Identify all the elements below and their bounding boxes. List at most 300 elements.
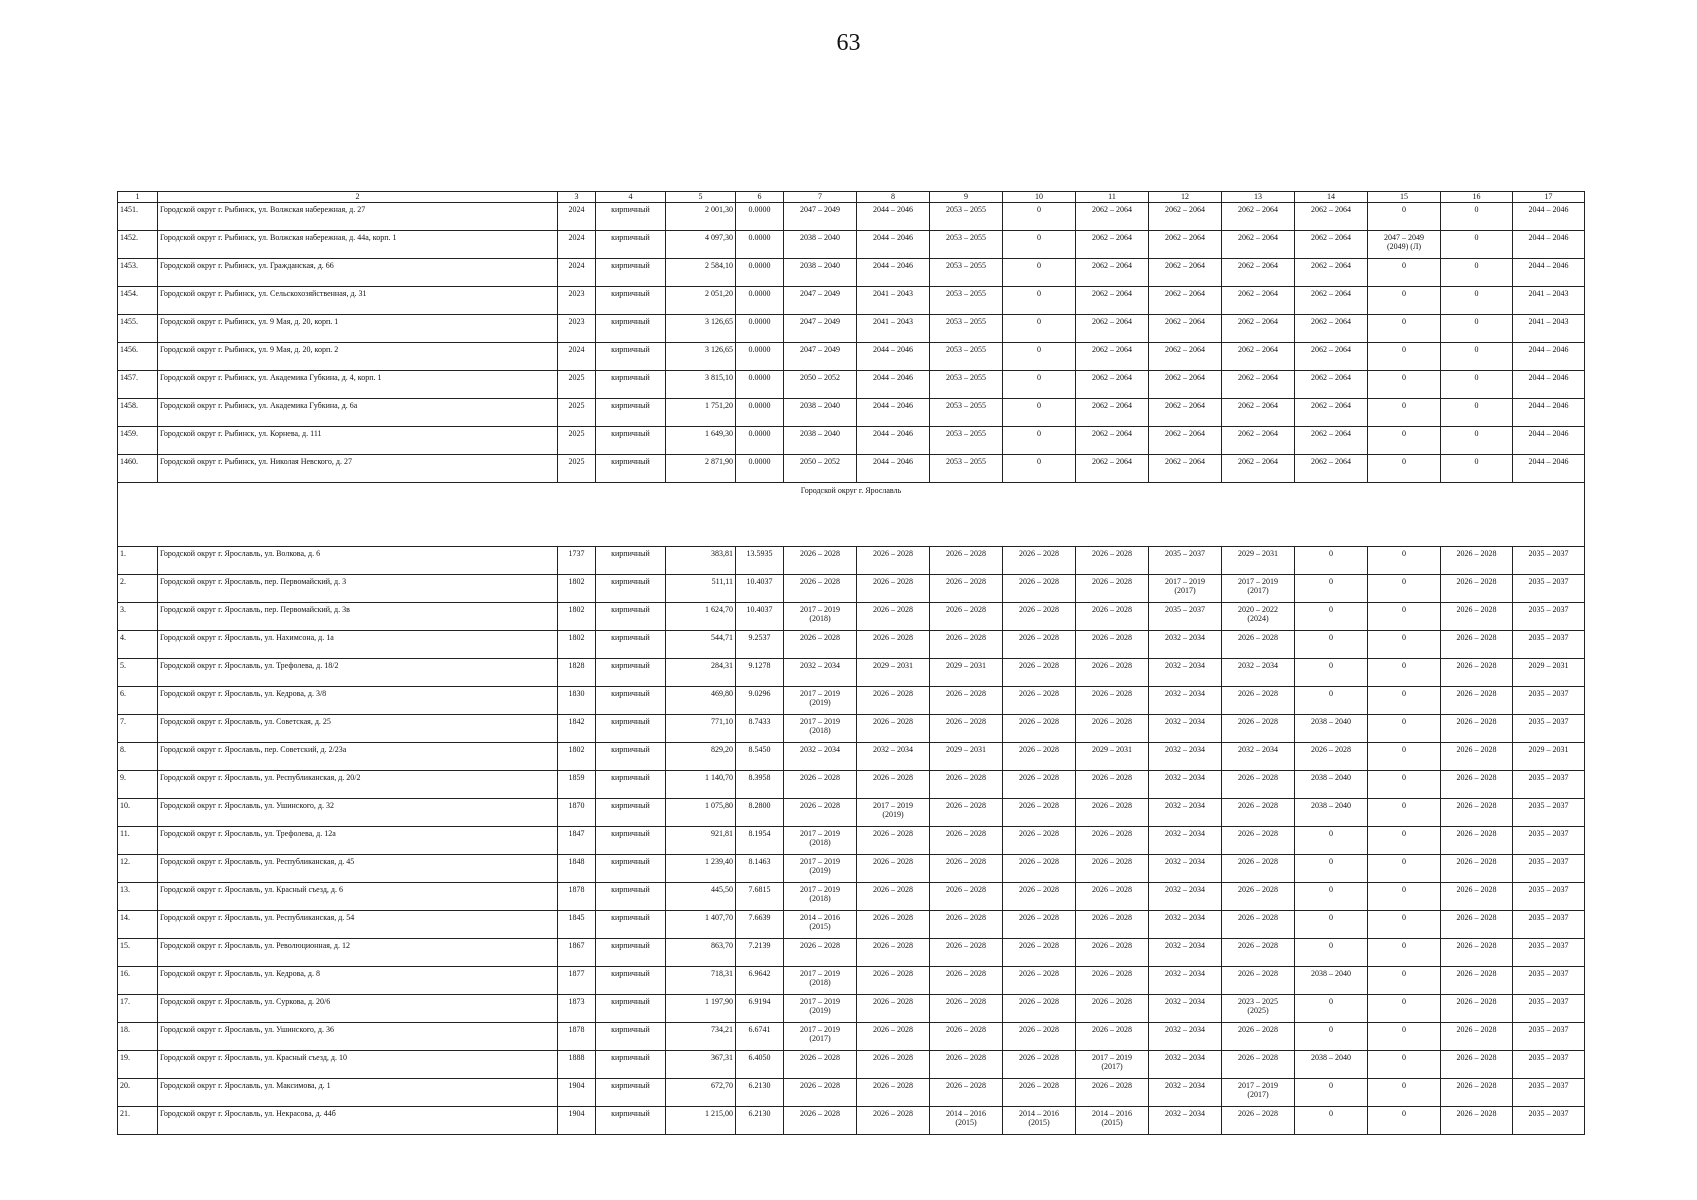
table-cell: 2038 – 2040 [1295, 799, 1368, 827]
table-cell: 2026 – 2028 [930, 687, 1003, 715]
table-cell: 2044 – 2046 [857, 399, 930, 427]
table-cell: Городской округ г. Ярославль, ул. Красный съезд, д. 10 [158, 1051, 558, 1079]
table-cell: 445,50 [666, 883, 736, 911]
table-cell: 2026 – 2028 [1076, 603, 1149, 631]
table-cell: 2026 – 2028 [1441, 575, 1513, 603]
table-cell: 2062 – 2064 [1149, 343, 1222, 371]
table-cell: 0 [1441, 315, 1513, 343]
table-cell: 1878 [558, 1023, 596, 1051]
section-header-row [118, 483, 1585, 547]
table-cell: 2032 – 2034 [1149, 995, 1222, 1023]
housing-repair-table [117, 191, 1585, 1135]
table-cell: 19. [118, 1051, 158, 1079]
table-cell: 2029 – 2031 [1513, 743, 1585, 771]
table-cell: 1802 [558, 603, 596, 631]
table-cell: 2026 – 2028 [1222, 771, 1295, 799]
table-cell: 2026 – 2028 [1222, 939, 1295, 967]
table-cell: 2024 [558, 259, 596, 287]
table-cell: 2026 – 2028 [1441, 1107, 1513, 1135]
table-cell: 2024 [558, 231, 596, 259]
table-row [118, 715, 1585, 743]
table-cell: 1878 [558, 883, 596, 911]
table-cell: 1802 [558, 743, 596, 771]
table-cell: Городской округ г. Ярославль, ул. Советская, д. 25 [158, 715, 558, 743]
table-cell: 2026 – 2028 [1222, 855, 1295, 883]
table-cell: 2062 – 2064 [1076, 455, 1149, 483]
table-cell: 771,10 [666, 715, 736, 743]
table-cell: 2062 – 2064 [1295, 455, 1368, 483]
table-cell: 2026 – 2028 [1222, 827, 1295, 855]
table-cell: 0.0000 [736, 315, 784, 343]
table-cell: 10. [118, 799, 158, 827]
table-cell: 2026 – 2028 [1441, 631, 1513, 659]
table-cell: 2026 – 2028 [857, 1107, 930, 1135]
table-cell: 2032 – 2034 [1149, 771, 1222, 799]
table-cell: 511,11 [666, 575, 736, 603]
table-cell: 17. [118, 995, 158, 1023]
table-cell: 2017 – 2019 (2019) [784, 687, 857, 715]
table-row [118, 883, 1585, 911]
table-cell: 11. [118, 827, 158, 855]
table-cell: 9.1278 [736, 659, 784, 687]
table-cell: 2026 – 2028 [1076, 1023, 1149, 1051]
table-cell: 10.4037 [736, 603, 784, 631]
column-header: 14 [1295, 192, 1368, 203]
table-cell: 0 [1003, 259, 1076, 287]
table-cell: 0 [1368, 659, 1441, 687]
table-cell: 2062 – 2064 [1222, 343, 1295, 371]
table-cell: 0 [1368, 1079, 1441, 1107]
table-cell: Городской округ г. Ярославль, ул. Республиканская, д. 20/2 [158, 771, 558, 799]
table-cell: 1830 [558, 687, 596, 715]
table-cell: 1 624,70 [666, 603, 736, 631]
table-cell: 2062 – 2064 [1149, 427, 1222, 455]
table-cell: 0 [1368, 911, 1441, 939]
table-cell: 2038 – 2040 [1295, 771, 1368, 799]
table-cell: 1455. [118, 315, 158, 343]
table-cell: 0 [1003, 315, 1076, 343]
table-cell: 0 [1368, 967, 1441, 995]
table-cell: 2044 – 2046 [857, 455, 930, 483]
table-cell: 0.0000 [736, 427, 784, 455]
table-cell: 2047 – 2049 [784, 203, 857, 231]
table-cell: кирпичный [596, 687, 666, 715]
table-cell: 2026 – 2028 [930, 1051, 1003, 1079]
table-cell: 2017 – 2019 (2018) [784, 715, 857, 743]
table-cell: 0 [1368, 1023, 1441, 1051]
table-cell: 2062 – 2064 [1149, 287, 1222, 315]
table-cell: 2. [118, 575, 158, 603]
page-number: 63 [836, 30, 861, 56]
table-cell: 2053 – 2055 [930, 203, 1003, 231]
table-cell: Городской округ г. Ярославль, пер. Советский, д. 2/23а [158, 743, 558, 771]
table-cell: 2044 – 2046 [857, 231, 930, 259]
table-row [118, 1107, 1585, 1135]
table-cell: 0 [1368, 399, 1441, 427]
table-cell: Городской округ г. Ярославль, ул. Ушинского, д. 32 [158, 799, 558, 827]
table-cell: 2062 – 2064 [1149, 203, 1222, 231]
table-cell: 0 [1003, 371, 1076, 399]
table-cell: 0 [1441, 259, 1513, 287]
table-row [118, 659, 1585, 687]
table-cell: 0 [1003, 455, 1076, 483]
table-cell: 13.5935 [736, 547, 784, 575]
table-cell: 6. [118, 687, 158, 715]
table-cell: 2026 – 2028 [1441, 771, 1513, 799]
table-cell: кирпичный [596, 399, 666, 427]
table-cell: 2062 – 2064 [1222, 231, 1295, 259]
table-cell: 2026 – 2028 [1441, 659, 1513, 687]
table-cell: 2026 – 2028 [784, 575, 857, 603]
table-cell: Городской округ г. Ярославль, ул. Суркова, д. 20/6 [158, 995, 558, 1023]
table-cell: 0 [1441, 343, 1513, 371]
table-cell: кирпичный [596, 315, 666, 343]
table-cell: 2035 – 2037 [1513, 687, 1585, 715]
table-cell: 2062 – 2064 [1222, 371, 1295, 399]
table-cell: 2041 – 2043 [1513, 315, 1585, 343]
table-cell: 2044 – 2046 [1513, 427, 1585, 455]
table-cell: 2017 – 2019 (2018) [784, 883, 857, 911]
table-cell: 2026 – 2028 [1222, 967, 1295, 995]
table-cell: Городской округ г. Рыбинск, ул. 9 Мая, д. 20, корп. 2 [158, 343, 558, 371]
table-cell: 2032 – 2034 [1149, 911, 1222, 939]
table-cell: 2062 – 2064 [1295, 399, 1368, 427]
column-header: 6 [736, 192, 784, 203]
table-cell: 8.1954 [736, 827, 784, 855]
table-cell: 2026 – 2028 [857, 883, 930, 911]
table-cell: 1870 [558, 799, 596, 827]
table-cell: кирпичный [596, 967, 666, 995]
column-header: 15 [1368, 192, 1441, 203]
table-cell: 21. [118, 1107, 158, 1135]
table-cell: 0 [1295, 631, 1368, 659]
table-cell: 2047 – 2049 [784, 343, 857, 371]
table-cell: Городской округ г. Рыбинск, ул. Академика Губкина, д. 6а [158, 399, 558, 427]
table-cell: 0 [1295, 1107, 1368, 1135]
table-cell: кирпичный [596, 743, 666, 771]
table-cell: 14. [118, 911, 158, 939]
table-cell: 0.0000 [736, 371, 784, 399]
table-cell: 2032 – 2034 [1149, 967, 1222, 995]
table-cell: 2026 – 2028 [1441, 939, 1513, 967]
table-cell: 0.0000 [736, 455, 784, 483]
table-cell: 7.6639 [736, 911, 784, 939]
table-cell: 2024 [558, 343, 596, 371]
table-cell: 2053 – 2055 [930, 455, 1003, 483]
table-cell: 2026 – 2028 [857, 771, 930, 799]
column-header: 1 [118, 192, 158, 203]
table-cell: 2017 – 2019 (2017) [1222, 1079, 1295, 1107]
table-cell: 2035 – 2037 [1513, 827, 1585, 855]
table-cell: кирпичный [596, 631, 666, 659]
table-cell: 2026 – 2028 [1003, 631, 1076, 659]
table-cell: 0 [1003, 203, 1076, 231]
table-cell: 9.0296 [736, 687, 784, 715]
table-cell: 2026 – 2028 [1003, 603, 1076, 631]
table-cell: 2035 – 2037 [1513, 771, 1585, 799]
table-row [118, 547, 1585, 575]
table-cell: 1 075,80 [666, 799, 736, 827]
column-header: 12 [1149, 192, 1222, 203]
table-cell: 2026 – 2028 [857, 1051, 930, 1079]
table-cell: 2062 – 2064 [1222, 287, 1295, 315]
table-cell: 0.0000 [736, 343, 784, 371]
table-cell: 2062 – 2064 [1076, 315, 1149, 343]
table-cell: 2026 – 2028 [1441, 1079, 1513, 1107]
table-cell: 2032 – 2034 [1149, 743, 1222, 771]
table-cell: 2017 – 2019 (2018) [784, 827, 857, 855]
table-cell: 0 [1368, 631, 1441, 659]
table-cell: 2062 – 2064 [1149, 231, 1222, 259]
table-cell: 2032 – 2034 [857, 743, 930, 771]
column-header: 3 [558, 192, 596, 203]
table-cell: 6.2130 [736, 1107, 784, 1135]
table-cell: 2014 – 2016 (2015) [1076, 1107, 1149, 1135]
table-cell: 8. [118, 743, 158, 771]
table-row [118, 259, 1585, 287]
table-cell: 0 [1368, 743, 1441, 771]
table-cell: 2026 – 2028 [1076, 659, 1149, 687]
table-cell: 2035 – 2037 [1513, 855, 1585, 883]
table-cell: 3 815,10 [666, 371, 736, 399]
table-cell: 2062 – 2064 [1295, 371, 1368, 399]
table-cell: 1859 [558, 771, 596, 799]
table-row [118, 287, 1585, 315]
table-cell: 2062 – 2064 [1222, 455, 1295, 483]
table-cell: 4 097,30 [666, 231, 736, 259]
table-cell: 2038 – 2040 [784, 231, 857, 259]
table-cell: Городской округ г. Ярославль, пер. Первомайский, д. 3 [158, 575, 558, 603]
table-cell: 2026 – 2028 [1076, 939, 1149, 967]
table-cell: Городской округ г. Рыбинск, ул. Николая Невского, д. 27 [158, 455, 558, 483]
table-cell: 2026 – 2028 [1441, 911, 1513, 939]
table-cell: 284,31 [666, 659, 736, 687]
table-cell: 2044 – 2046 [857, 343, 930, 371]
table-cell: 2047 – 2049 (2049) (Л) [1368, 231, 1441, 259]
table-cell: 7.6815 [736, 883, 784, 911]
table-cell: 1451. [118, 203, 158, 231]
table-cell: 2062 – 2064 [1149, 455, 1222, 483]
table-cell: 2026 – 2028 [1076, 575, 1149, 603]
table-cell: 2026 – 2028 [1441, 1023, 1513, 1051]
table-cell: 2 584,10 [666, 259, 736, 287]
table-cell: 2026 – 2028 [1222, 715, 1295, 743]
table-cell: кирпичный [596, 371, 666, 399]
column-header: 9 [930, 192, 1003, 203]
table-cell: 1453. [118, 259, 158, 287]
table-cell: Городской округ г. Ярославль, ул. Ушинского, д. 36 [158, 1023, 558, 1051]
table-cell: 2026 – 2028 [857, 603, 930, 631]
table-cell: 2029 – 2031 [1513, 659, 1585, 687]
table-cell: 8.3958 [736, 771, 784, 799]
table-cell: 2017 – 2019 (2017) [1149, 575, 1222, 603]
table-cell: 2062 – 2064 [1076, 399, 1149, 427]
table-cell: кирпичный [596, 1079, 666, 1107]
table-cell: кирпичный [596, 659, 666, 687]
table-cell: 2062 – 2064 [1222, 259, 1295, 287]
table-cell: 2047 – 2049 [784, 315, 857, 343]
table-cell: 0 [1368, 827, 1441, 855]
table-cell: 2026 – 2028 [784, 1079, 857, 1107]
table-cell: 2026 – 2028 [1076, 855, 1149, 883]
table-cell: 2026 – 2028 [784, 939, 857, 967]
table-cell: 0 [1368, 939, 1441, 967]
table-row [118, 343, 1585, 371]
table-cell: 0 [1441, 371, 1513, 399]
table-cell: 367,31 [666, 1051, 736, 1079]
table-cell: 0 [1441, 287, 1513, 315]
table-cell: 2026 – 2028 [1441, 883, 1513, 911]
table-cell: 2032 – 2034 [1149, 1107, 1222, 1135]
table-cell: 1873 [558, 995, 596, 1023]
table-cell: 2026 – 2028 [1003, 743, 1076, 771]
table-cell: 1456. [118, 343, 158, 371]
table-cell: 1888 [558, 1051, 596, 1079]
table-cell: 1877 [558, 967, 596, 995]
table-cell: 2044 – 2046 [1513, 259, 1585, 287]
table-cell: 2044 – 2046 [1513, 399, 1585, 427]
table-cell: 2062 – 2064 [1149, 315, 1222, 343]
table-cell: Городской округ г. Рыбинск, ул. Гражданская, д. 66 [158, 259, 558, 287]
table-cell: 2026 – 2028 [1076, 827, 1149, 855]
table-cell: 2041 – 2043 [857, 315, 930, 343]
table-cell: 7. [118, 715, 158, 743]
table-cell: 2026 – 2028 [1076, 631, 1149, 659]
table-cell: 2026 – 2028 [1222, 1051, 1295, 1079]
table-cell: 2062 – 2064 [1076, 427, 1149, 455]
table-cell: 2026 – 2028 [930, 855, 1003, 883]
table-cell: 1904 [558, 1107, 596, 1135]
table-cell: 2032 – 2034 [1149, 687, 1222, 715]
table-cell: 0 [1368, 771, 1441, 799]
table-cell: 1847 [558, 827, 596, 855]
table-cell: 0 [1295, 575, 1368, 603]
table-cell: 2026 – 2028 [784, 771, 857, 799]
table-cell: 1452. [118, 231, 158, 259]
table-cell: 2026 – 2028 [857, 855, 930, 883]
table-cell: 1867 [558, 939, 596, 967]
table-cell: 0 [1003, 427, 1076, 455]
table-row [118, 911, 1585, 939]
table-cell: 2026 – 2028 [1441, 799, 1513, 827]
table-cell: 2026 – 2028 [1295, 743, 1368, 771]
table-cell: 2053 – 2055 [930, 371, 1003, 399]
table-row [118, 827, 1585, 855]
table-row [118, 743, 1585, 771]
table-cell: 0 [1441, 427, 1513, 455]
table-cell: 2026 – 2028 [1076, 715, 1149, 743]
table-cell: 2026 – 2028 [1222, 883, 1295, 911]
table-cell: 1842 [558, 715, 596, 743]
table-cell: 1 215,00 [666, 1107, 736, 1135]
table-cell: Городской округ г. Рыбинск, ул. Волжская набережная, д. 27 [158, 203, 558, 231]
table-cell: 0 [1295, 547, 1368, 575]
table-cell: 544,71 [666, 631, 736, 659]
table-cell: 2044 – 2046 [1513, 203, 1585, 231]
table-cell: 2032 – 2034 [1149, 1023, 1222, 1051]
table-cell: 2035 – 2037 [1513, 939, 1585, 967]
table-cell: 2032 – 2034 [1149, 883, 1222, 911]
table-cell: 2017 – 2019 (2019) [784, 995, 857, 1023]
table-cell: 0 [1295, 827, 1368, 855]
table-cell: 2041 – 2043 [857, 287, 930, 315]
table-cell: 1828 [558, 659, 596, 687]
table-cell: 2026 – 2028 [784, 631, 857, 659]
table-cell: 2062 – 2064 [1222, 315, 1295, 343]
table-cell: 0 [1368, 343, 1441, 371]
table-cell: 2026 – 2028 [1003, 827, 1076, 855]
table-cell: 2020 – 2022 (2024) [1222, 603, 1295, 631]
table-cell: 2014 – 2016 (2015) [784, 911, 857, 939]
table-cell: 9.2537 [736, 631, 784, 659]
table-row [118, 995, 1585, 1023]
table-cell: 2062 – 2064 [1295, 259, 1368, 287]
table-cell: 2026 – 2028 [1222, 1107, 1295, 1135]
table-cell: 0 [1368, 203, 1441, 231]
table-cell: 2025 [558, 399, 596, 427]
table-cell: 8.2800 [736, 799, 784, 827]
table-cell: 2032 – 2034 [1149, 939, 1222, 967]
table-cell: 2035 – 2037 [1513, 911, 1585, 939]
table-cell: 2026 – 2028 [930, 799, 1003, 827]
table-cell: 0 [1441, 399, 1513, 427]
table-cell: 0 [1368, 427, 1441, 455]
table-cell: 2026 – 2028 [857, 995, 930, 1023]
table-cell: кирпичный [596, 855, 666, 883]
table-cell: 0 [1295, 603, 1368, 631]
table-cell: 2044 – 2046 [857, 203, 930, 231]
table-cell: 2026 – 2028 [930, 771, 1003, 799]
table-row [118, 455, 1585, 483]
table-cell: 2062 – 2064 [1295, 203, 1368, 231]
table-cell: кирпичный [596, 1023, 666, 1051]
table-cell: 2026 – 2028 [1003, 547, 1076, 575]
table-cell: 0 [1295, 687, 1368, 715]
table-cell: 2035 – 2037 [1513, 603, 1585, 631]
table-cell: 0 [1003, 231, 1076, 259]
table-cell: 2053 – 2055 [930, 399, 1003, 427]
table-cell: 8.5450 [736, 743, 784, 771]
column-header: 11 [1076, 192, 1149, 203]
table-cell: 12. [118, 855, 158, 883]
table-cell: 672,70 [666, 1079, 736, 1107]
table-cell: 2032 – 2034 [1222, 659, 1295, 687]
table-cell: Городской округ г. Ярославль, ул. Кедрова, д. 8 [158, 967, 558, 995]
table-cell: 2026 – 2028 [930, 575, 1003, 603]
table-cell: 2026 – 2028 [930, 995, 1003, 1023]
table-cell: Городской округ г. Ярославль, ул. Кедрова, д. 3/8 [158, 687, 558, 715]
table-cell: 0 [1368, 547, 1441, 575]
table-cell: 0 [1295, 939, 1368, 967]
table-cell: 20. [118, 1079, 158, 1107]
table-cell: Городской округ г. Ярославль, ул. Трефолева, д. 12а [158, 827, 558, 855]
table-cell: 2044 – 2046 [857, 259, 930, 287]
table-cell: 0 [1295, 995, 1368, 1023]
table-cell: 2026 – 2028 [1076, 1079, 1149, 1107]
column-header: 17 [1513, 192, 1585, 203]
table-cell: Городской округ г. Ярославль, ул. Нахимсона, д. 1а [158, 631, 558, 659]
table-cell: 2026 – 2028 [857, 687, 930, 715]
table-cell: 8.1463 [736, 855, 784, 883]
table-cell: 1802 [558, 631, 596, 659]
table-cell: 2044 – 2046 [1513, 343, 1585, 371]
table-cell: 2035 – 2037 [1513, 967, 1585, 995]
table-cell: 2038 – 2040 [784, 427, 857, 455]
table-cell: 2044 – 2046 [857, 427, 930, 455]
table-cell: 2026 – 2028 [1076, 883, 1149, 911]
table-cell: 0 [1368, 687, 1441, 715]
table-cell: 2026 – 2028 [1003, 1079, 1076, 1107]
